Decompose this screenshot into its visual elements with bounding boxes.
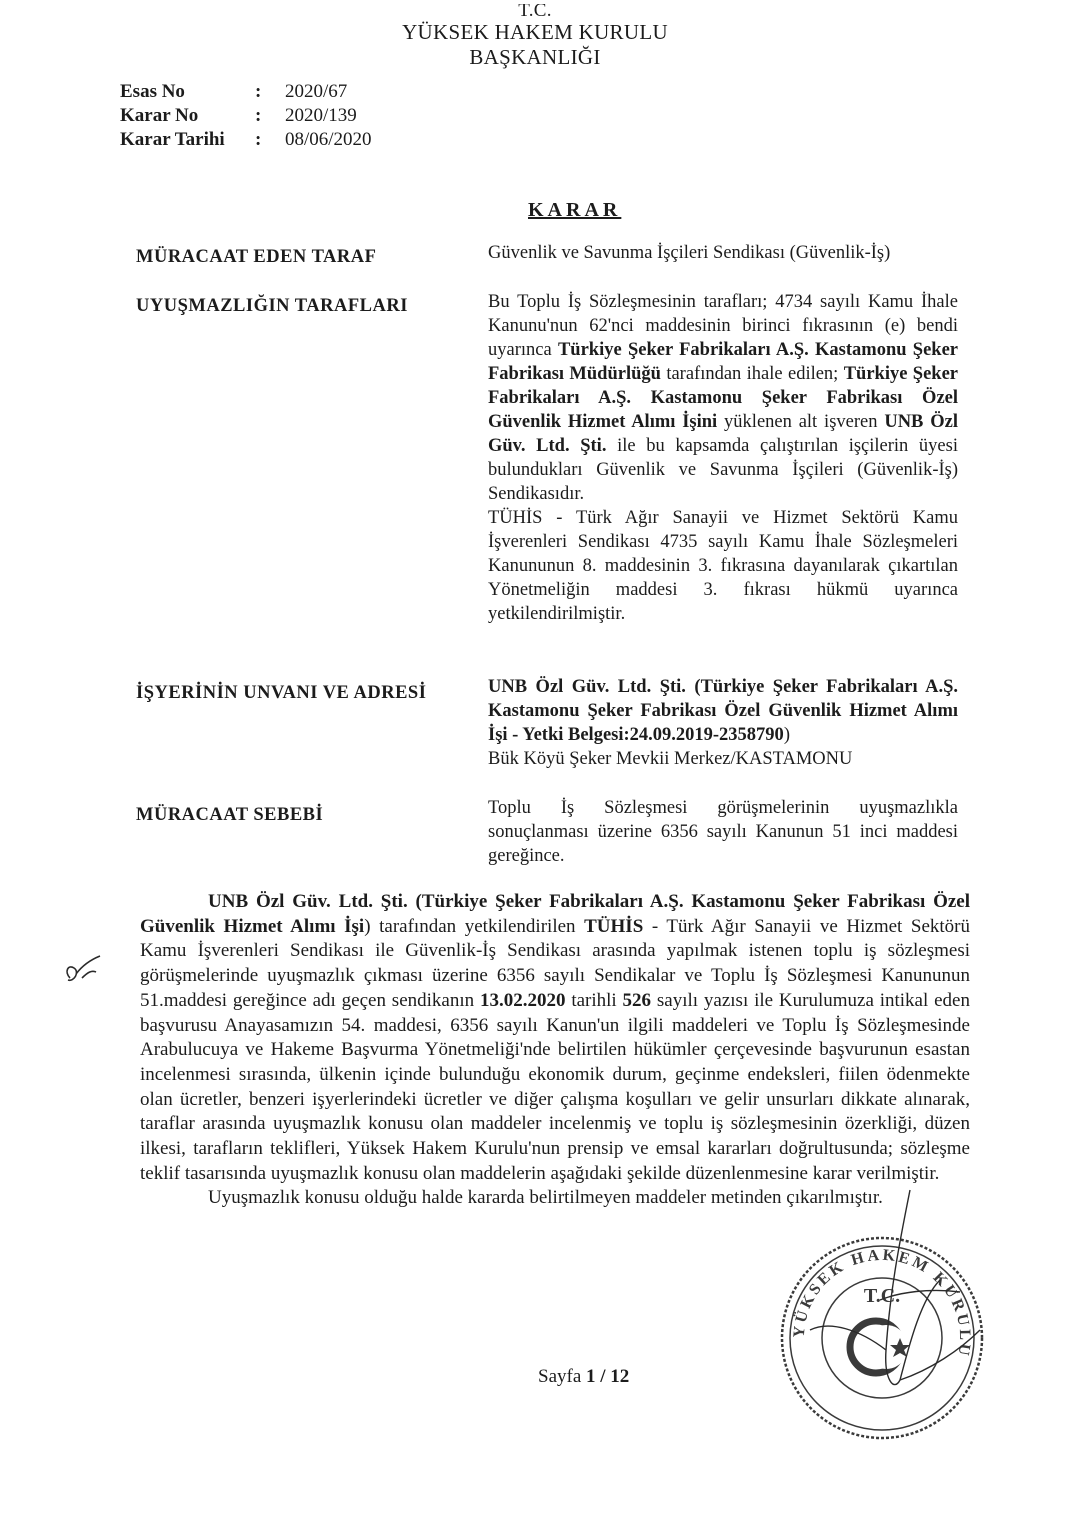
workplace-name-bold: UNB Özl Güv. Ltd. Şti. (Türkiye Şeker Fabrikaları A.Ş. Kastamonu Şeker Fabrikası Özel Güvenlik Hizmet Alımı İşi - Yetki Belgesi:24.09.2019-2358790 [488,677,958,745]
parties-text: ile bu kapsamda çalıştırılan işçilerin üyesi bulundukları Güvenlik ve Savunma İşçileri (Güvenlik-İş) Sendikasıdır. [488,436,958,504]
body-bold: 526 [622,989,652,1011]
case-colon: : [255,81,262,102]
applicant-value: Güvenlik ve Savunma İşçileri Sendikası (Güvenlik-İş) [488,243,891,263]
applicant-label: MÜRACAAT EDEN TARAF [136,247,377,267]
case-value: 2020/67 [285,81,348,102]
page-separator: / [595,1366,611,1387]
case-colon: : [255,105,262,126]
reason-label: MÜRACAAT SEBEBİ [136,805,324,825]
page-number [538,1366,629,1388]
case-info [120,80,372,152]
case-value: 08/06/2020 [285,129,372,150]
decision-title: KARAR [528,199,622,221]
body-text: ) tarafından yetkilendirilen [364,915,585,937]
body-text: sayılı yazısı ile Kurulumuza intikal eden başvurusu Anayasamızın 54. maddesi, 6356 sayılı Kanun'un ilgili maddeleri ve Toplu İş Sözleşmesinde Arabulucuya ve Hakeme Başvurma Yönetmeliği'nde belirtilen hükümler çerçevesinde başvurunun esastan incelenmesi sırasında, ülkenin içinde bulunduğu ekonomik durum, geçinme endeksleri, fiilen ödenmekte olan ücretler, benzeri işyerlerindeki ücretler ve diğer çalışma koşulları ve gelir unsurları dikkate alınarak, taraflar arasında uyuşmazlık konusu olan maddeler incelenmiş ve toplu iş sözleşmesinin özerkliği, düzen ilkesi, tarafların teklifleri, Yüksek Hakem Kurulu'nun prensip ve emsal kararları doğrultusunda; sözleşme teklif tasarısında uyuşmazlık konusu olan maddelerin aşağıdaki şekilde düzenlenmesine karar verilmiştir. [140,989,970,1184]
parties-bold: Türkiye Şeker Fabrikaları A.Ş. Kastamonu Şeker Fabrikası Özel Güvenlik Hizmet Alımı İşini [488,364,959,432]
reason-value: Toplu İş Sözleşmesi görüşmelerinin uyuşmazlıkla sonuçlanması üzerine 6356 sayılı Kanunun 51 inci maddesi gereğince. [488,798,958,866]
case-label: Esas No [120,81,185,102]
page-current: 1 [586,1366,596,1387]
body-text: tarihli [565,989,623,1011]
header-presidency: BAŞKANLIĞI [469,45,601,69]
workplace-name [488,675,958,747]
body-bold: UNB Özl Güv. Ltd. Şti. (Türkiye Şeker Fabrikaları A.Ş. Kastamonu Şeker Fabrikası Özel Güvenlik Hizmet Alımı İşi [140,891,970,937]
case-row-esas [120,80,372,104]
body-paragraph-1 [140,890,970,1186]
handwritten-signature [790,1180,990,1400]
stamp-tc: T.C. [863,1285,901,1307]
body-bold: TÜHİS [584,915,644,937]
header-tc: T.C. [518,4,552,18]
decision-body [140,890,970,1211]
body-bold: 13.02.2020 [479,989,566,1011]
parties-label: UYUŞMAZLIĞIN TARAFLARI [136,296,408,316]
parties-text: Bu Toplu İş Sözleşmesinin tarafları; 4734 sayılı Kamu İhale Kanunu'nun 62'nci maddesinin birinci fıkrasının (e) bendi uyarınca [488,292,958,360]
header-institution: YÜKSEK HAKEM KURULU [402,20,668,44]
workplace-label: İŞYERİNİN UNVANI VE ADRESİ [136,683,427,703]
parties-paragraph-2: TÜHİS - Türk Ağır Sanayii ve Hizmet Sektörü Kamu İşverenleri Sendikası 4735 sayılı Kamu İhale Sözleşmeleri Kanununun 8. maddesinin 3. fıkrasına dayanılarak çıkartılan Yönetmeliğin maddesi 3. fıkrası hükmü uyarınca yetkilendirilmiştir. [488,508,958,624]
workplace-value [488,675,958,771]
page-total: 12 [610,1366,630,1387]
case-value: 2020/139 [285,105,357,126]
handwritten-initials [60,950,106,990]
case-row-tarih [120,128,372,152]
parties-paragraph-1 [488,290,958,506]
workplace-address: Bük Köyü Şeker Mevkii Merkez/KASTAMONU [488,749,853,769]
case-colon: : [255,129,262,150]
parties-text: tarafından ihale edilen; [660,364,844,384]
case-label: Karar No [120,105,199,126]
parties-bold: UNB Özl Güv. Ltd. Şti. [488,412,958,456]
parties-bold: Türkiye Şeker Fabrikaları A.Ş. Kastamonu Şeker Fabrikası Müdürlüğü [488,340,959,384]
parties-value [488,290,958,626]
workplace-paren: ) [783,725,790,745]
page-prefix: Sayfa [538,1366,587,1387]
case-row-karar [120,104,372,128]
stamp-ring-text: YÜKSEK HAKEM KURULU [790,1246,974,1360]
case-label: Karar Tarihi [120,129,225,150]
parties-text: yüklenen alt işveren [717,412,885,432]
institution-header [380,4,690,70]
body-text: - Türk Ağır Sanayii ve Hizmet Sektörü Kamu İşverenleri Sendikası ile Güvenlik-İş Sendikası arasında yapılmak istenen toplu iş sözleşmesi görüşmelerinde uyuşmazlık çıkması üzerine 6356 sayılı Sendikalar ve Toplu İş Sözleşmesi Kanununun 51.maddesi gereğince adı geçen sendikanın [140,915,971,1011]
body-paragraph-2: Uyuşmazlık konusu olduğu halde kararda belirtilmeyen maddeler metinden çıkarılmıştır. [208,1187,883,1209]
